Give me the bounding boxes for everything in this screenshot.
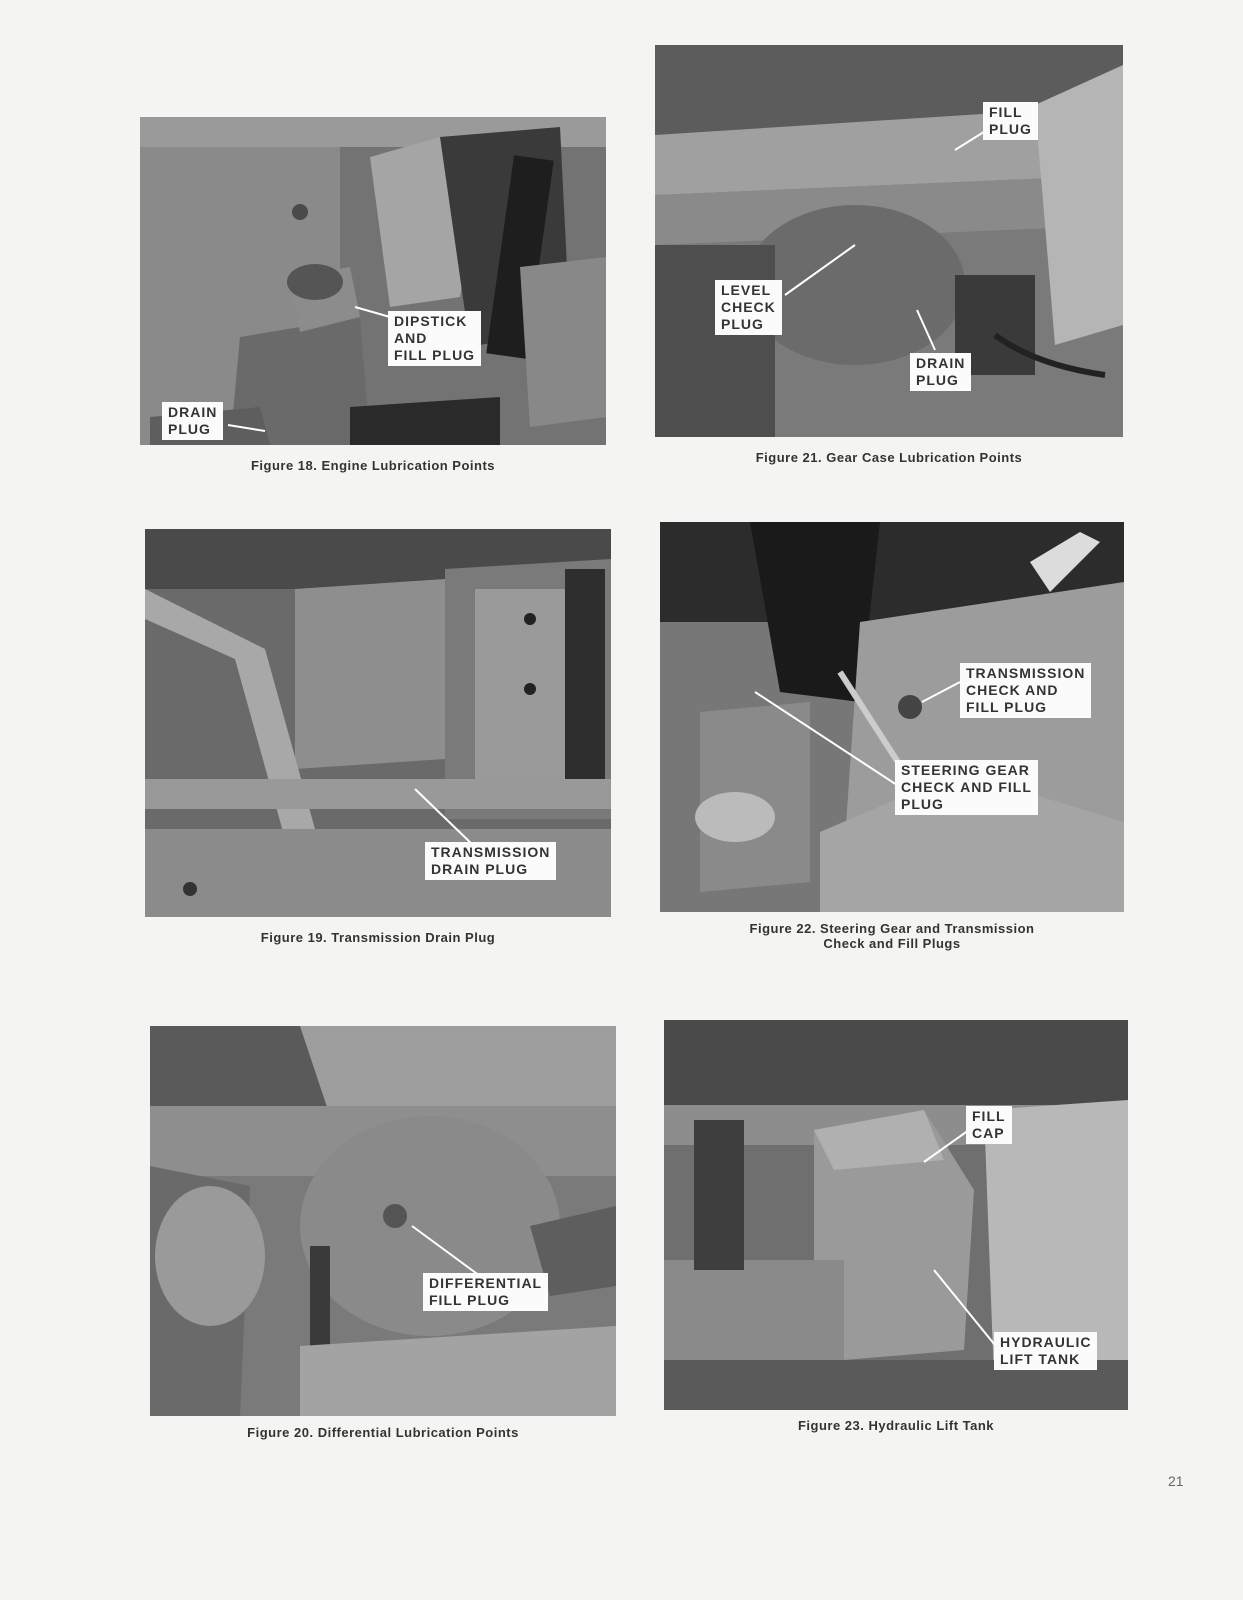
transmission-drain-photo [145, 529, 611, 917]
label-differential-fill-plug: DIFFERENTIAL FILL PLUG [423, 1273, 548, 1311]
gear-case-photo [655, 45, 1123, 437]
label-transmission-drain-plug: TRANSMISSION DRAIN PLUG [425, 842, 556, 880]
hydraulic-lift-tank-photo [664, 1020, 1128, 1410]
label-hydraulic-lift-tank: HYDRAULIC LIFT TANK [994, 1332, 1097, 1370]
caption-figure-21: Figure 21. Gear Case Lubrication Points [755, 450, 1023, 465]
caption-figure-22 [660, 921, 1124, 951]
differential-photo [150, 1026, 616, 1416]
engine-photo-shapes [140, 117, 606, 445]
differential-photo-shapes [150, 1026, 616, 1416]
label-level-check-plug: LEVEL CHECK PLUG [715, 280, 782, 335]
steering-gear-photo [660, 522, 1124, 912]
page-number: 21 [1168, 1473, 1184, 1489]
caption-figure-18: Figure 18. Engine Lubrication Points [250, 458, 496, 473]
label-fill-plug: FILL PLUG [983, 102, 1038, 140]
label-dipstick-fill-plug: DIPSTICK AND FILL PLUG [388, 311, 481, 366]
caption-figure-22-line-2: Check and Fill Plugs [823, 936, 961, 951]
label-fill-cap: FILL CAP [966, 1106, 1012, 1144]
gear-case-photo-shapes [655, 45, 1123, 437]
caption-figure-20: Figure 20. Differential Lubrication Points [247, 1425, 519, 1440]
label-transmission-check-fill-plug: TRANSMISSION CHECK AND FILL PLUG [960, 663, 1091, 718]
caption-figure-23: Figure 23. Hydraulic Lift Tank [797, 1418, 995, 1433]
caption-figure-19: Figure 19. Transmission Drain Plug [260, 930, 496, 945]
label-gear-drain-plug: DRAIN PLUG [910, 353, 971, 391]
label-drain-plug: DRAIN PLUG [162, 402, 223, 440]
engine-lubrication-photo [140, 117, 606, 445]
label-steering-gear-check-fill-plug: STEERING GEAR CHECK AND FILL PLUG [895, 760, 1038, 815]
caption-figure-22-line-1: Figure 22. Steering Gear and Transmission [749, 921, 1035, 936]
